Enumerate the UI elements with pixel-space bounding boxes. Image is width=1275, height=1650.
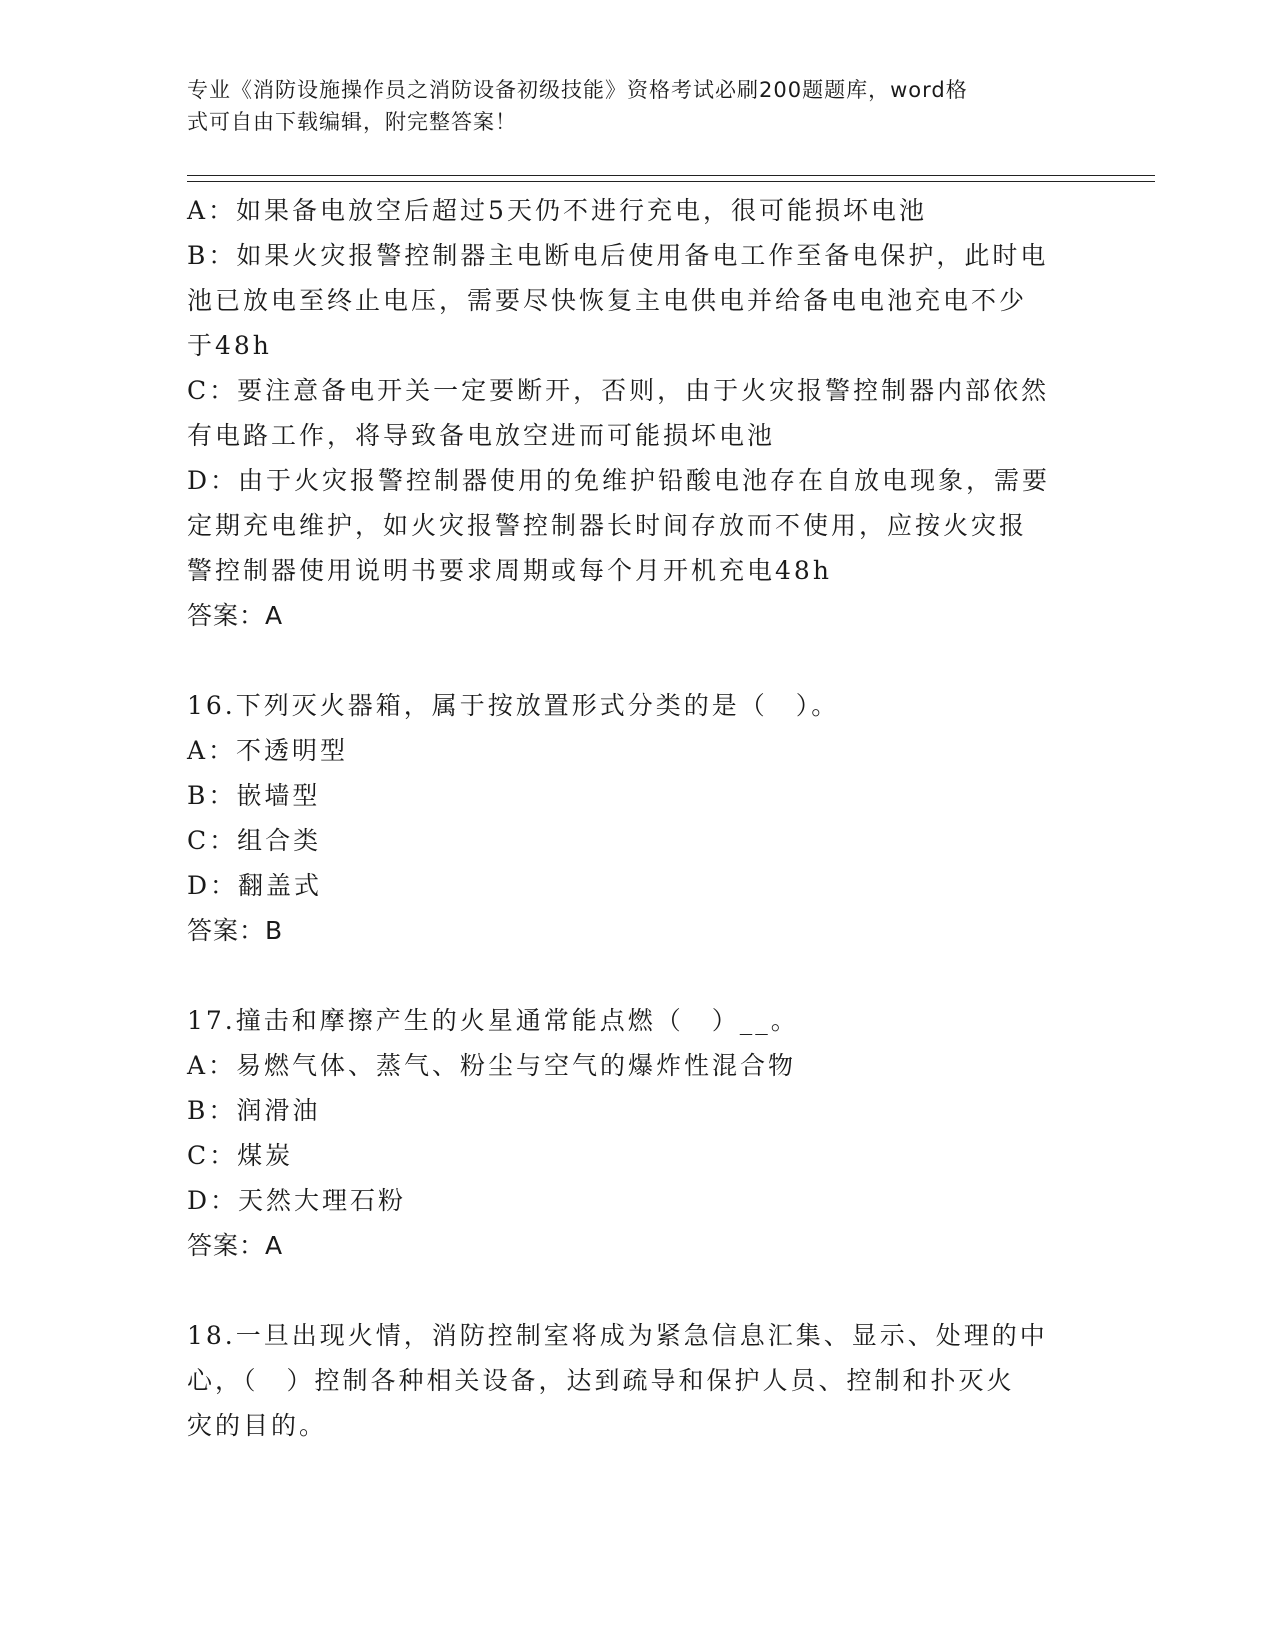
q18-question-line-3: 灾的目的。	[187, 1411, 328, 1440]
q16-option-a: A：不透明型	[187, 736, 349, 765]
q18-question-line-1: 18.一旦出现火情，消防控制室将成为紧急信息汇集、显示、处理的中	[187, 1321, 1048, 1350]
q15-answer: 答案：A	[187, 601, 284, 630]
q16-question: 16.下列灭火器箱，属于按放置形式分类的是（ ）。	[187, 691, 840, 720]
header-line-2: 式可自由下载编辑，附完整答案！	[187, 110, 517, 134]
q15-option-d-line-3: 警控制器使用说明书要求周期或每个月开机充电48h	[187, 556, 832, 585]
spacer	[187, 1268, 1067, 1313]
q17-answer: 答案：A	[187, 1231, 284, 1260]
q15-option-a: A：如果备电放空后超过5天仍不进行充电，很可能损坏电池	[187, 196, 927, 225]
q15-option-b-line-3: 于48h	[187, 331, 272, 360]
document-header	[187, 74, 1067, 138]
q17-option-b: B：润滑油	[187, 1096, 321, 1125]
q15-option-c-line-1: C：要注意备电开关一定要断开，否则，由于火灾报警控制器内部依然	[187, 376, 1050, 405]
question-content	[187, 188, 1067, 1448]
q17-option-c: C：煤炭	[187, 1141, 294, 1170]
q16-option-b: B：嵌墙型	[187, 781, 321, 810]
q17-option-d: D：天然大理石粉	[187, 1186, 407, 1215]
q16-answer: 答案：B	[187, 916, 284, 945]
spacer	[187, 953, 1067, 998]
q18-question-line-2: 心，（ ）控制各种相关设备，达到疏导和保护人员、控制和扑灭火	[187, 1366, 1015, 1395]
spacer	[187, 638, 1067, 683]
q16-option-c: C：组合类	[187, 826, 322, 855]
q17-option-a: A：易燃气体、蒸气、粉尘与空气的爆炸性混合物	[187, 1051, 797, 1080]
q15-option-b-line-1: B：如果火灾报警控制器主电断电后使用备电工作至备电保护，此时电	[187, 241, 1049, 270]
q15-option-d-line-1: D：由于火灾报警控制器使用的免维护铅酸电池存在自放电现象，需要	[187, 466, 1051, 495]
q15-option-c-line-2: 有电路工作，将导致备电放空进而可能损坏电池	[187, 421, 776, 450]
header-line-1: 专业《消防设施操作员之消防设备初级技能》资格考试必刷200题题库，word格	[187, 78, 968, 102]
q15-option-b-line-2: 池已放电至终止电压，需要尽快恢复主电供电并给备电电池充电不少	[187, 286, 1028, 315]
header-divider-bottom	[187, 181, 1155, 182]
header-divider-top	[187, 175, 1155, 176]
q17-question: 17.撞击和摩擦产生的火星通常能点燃（ ）__。	[187, 1006, 799, 1035]
q16-option-d: D：翻盖式	[187, 871, 323, 900]
q15-option-d-line-2: 定期充电维护，如火灾报警控制器长时间存放而不使用，应按火灾报	[187, 511, 1028, 540]
